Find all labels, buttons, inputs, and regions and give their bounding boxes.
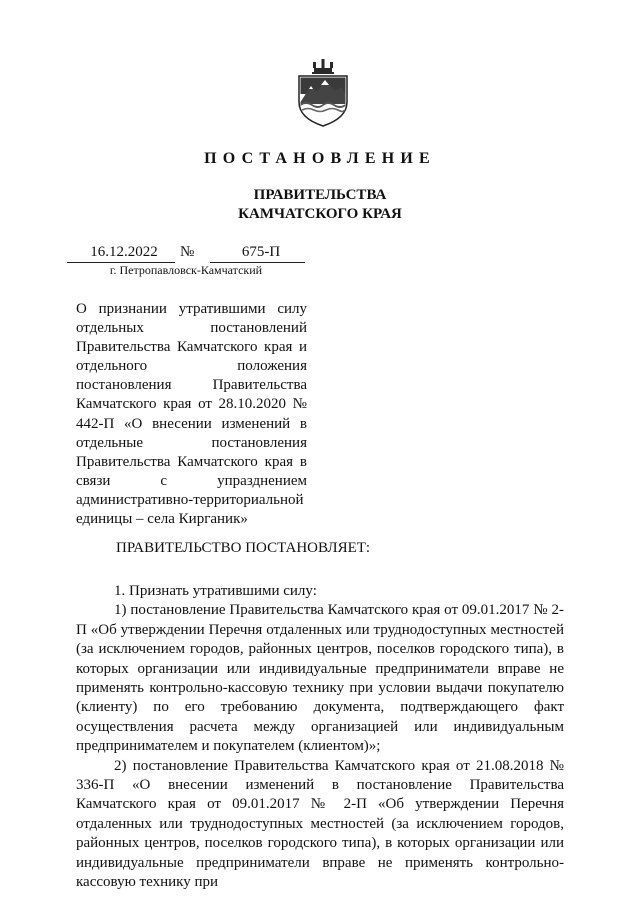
issuer-name: [0, 186, 640, 224]
number-sign: №: [180, 244, 195, 260]
issuer-line-2: КАМЧАТСКОГО КРАЯ: [238, 206, 402, 222]
kamchatka-coat-of-arms-icon: [293, 58, 353, 128]
body-paragraph: 1) постановление Правительства Камчатского края от 09.01.2017 № 2-П «Об утверждении Перечня отдаленных или труднодоступных местностей (за исключением городов, районных центров, поселков городского типа), в которых организации или индивидуальные предприниматели вправе не применять контрольно-кассовую технику при условии выдачи покупателю (клиенту) по его требованию документа, подтверждающего факт осуществления расчета между организацией или индивидуальным предпринимателем и покупателем (клиентом)»;: [76, 602, 564, 755]
issue-city: г. Петропавловск-Камчатский: [109, 263, 263, 277]
document-number: 675-П: [241, 244, 281, 260]
document-type-title: ПОСТАНОВЛЕНИЕ: [204, 150, 436, 167]
issuer-line-1: ПРАВИТЕЛЬСТВА: [253, 187, 387, 203]
document-date: 16.12.2022: [90, 244, 158, 260]
document-subject: О признании утратившими силу отдельных постановлений Правительства Камчатского края и отдельного положения постановления Правительства Камчатского края от 28.10.2020 № 442-П «О внесении изменений в отдельные постановления Правительства Камчатского края в связи с упразднением административно-территориальной единицы – села Кирганик»: [76, 301, 307, 528]
decree-formula: ПРАВИТЕЛЬСТВО ПОСТАНОВЛЯЕТ:: [116, 540, 371, 556]
body-paragraph: 1. Признать утратившими силу:: [114, 583, 317, 599]
document-body: [76, 582, 564, 893]
body-paragraph: 2) постановление Правительства Камчатского края от 21.08.2018 № 336-П «О внесении изменений в постановление Правительства Камчатского края от 09.01.2017 № 2-П «Об утверждении Перечня отдаленных или труднодоступных местностей (за исключением городов, районных центров, поселков городского типа), в которых организации или индивидуальные предприниматели вправе не применять контрольно-кассовую технику при: [76, 757, 564, 891]
